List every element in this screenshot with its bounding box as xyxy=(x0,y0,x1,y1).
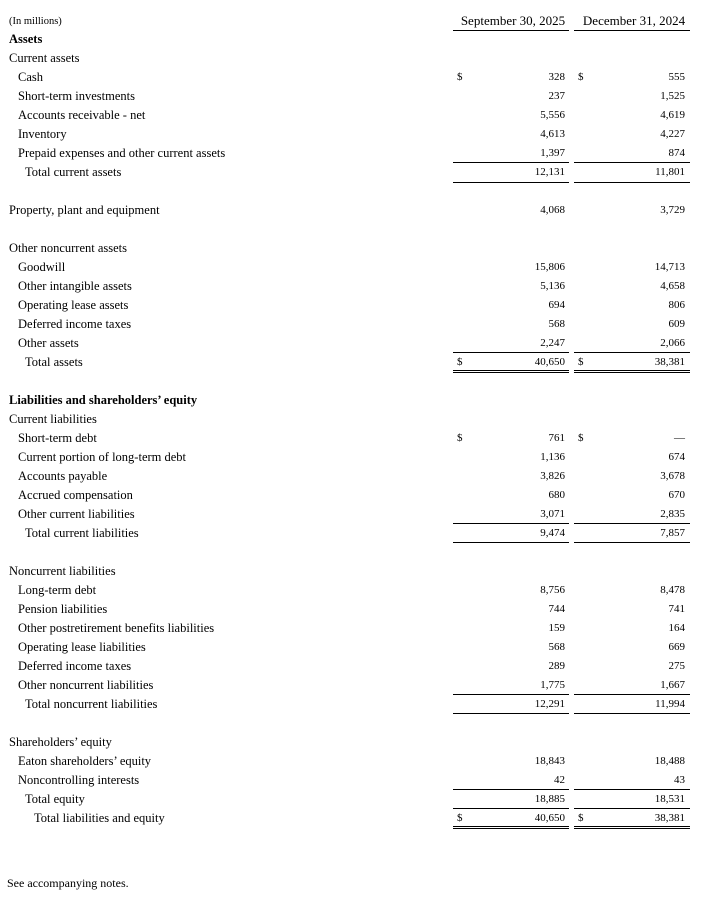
row-label: Prepaid expenses and other current assets xyxy=(18,146,226,160)
value-2024: 43 xyxy=(674,774,685,786)
table-row-operating-lease-liabilities xyxy=(0,638,702,657)
value-2025: 12,291 xyxy=(534,698,565,710)
value-2025: 1,397 xyxy=(540,147,565,159)
row-label: Operating lease assets xyxy=(18,298,129,312)
value-2024: 2,835 xyxy=(660,508,685,520)
table-row-short-term-investments xyxy=(0,87,702,106)
noncurrent-liabilities-heading: Noncurrent liabilities xyxy=(9,564,116,578)
row-label: Long-term debt xyxy=(18,583,97,597)
table-row-eaton-equity xyxy=(0,752,702,771)
row-label: Other intangible assets xyxy=(18,279,132,293)
row-label: Total liabilities and equity xyxy=(34,811,165,825)
liabilities-heading-row xyxy=(0,391,702,410)
value-2025: 40,650 xyxy=(534,356,565,368)
footer-note: See accompanying notes. xyxy=(7,876,129,890)
liabilities-heading: Liabilities and shareholders’ equity xyxy=(9,393,198,407)
table-row-inventory xyxy=(0,125,702,144)
row-label: Accounts receivable - net xyxy=(18,108,146,122)
table-row-total-current-liabilities xyxy=(0,524,702,543)
value-2024: — xyxy=(674,432,685,444)
value-2024: 38,381 xyxy=(654,356,685,368)
double-rule xyxy=(453,826,569,829)
value-2024: 4,658 xyxy=(660,280,685,292)
dollar-sign: $ xyxy=(578,432,584,444)
row-label: Eaton shareholders’ equity xyxy=(18,754,152,768)
table-row-accounts-receivable xyxy=(0,106,702,125)
row-label: Total assets xyxy=(25,355,83,369)
row-label: Short-term investments xyxy=(18,89,135,103)
value-2025: 159 xyxy=(548,622,565,634)
current-liabilities-heading: Current liabilities xyxy=(9,412,97,426)
value-2025: 694 xyxy=(548,299,565,311)
table-row-current-ltd xyxy=(0,448,702,467)
dollar-sign: $ xyxy=(578,356,584,368)
value-2024: 11,801 xyxy=(655,166,685,178)
row-label: Accounts payable xyxy=(18,469,108,483)
value-2025: 18,843 xyxy=(534,755,565,767)
row-label: Noncontrolling interests xyxy=(18,773,140,787)
value-2024: 4,619 xyxy=(660,109,685,121)
value-2024: 874 xyxy=(668,147,685,159)
row-label: Cash xyxy=(18,70,43,84)
table-row-cash xyxy=(0,68,702,87)
value-2025: 680 xyxy=(548,489,565,501)
value-2024: 669 xyxy=(668,641,685,653)
table-row-prepaid-expenses xyxy=(0,144,702,163)
table-row-total-equity xyxy=(0,790,702,809)
table-row-pension-liabilities xyxy=(0,600,702,619)
value-2025: 1,136 xyxy=(540,451,565,463)
table-row-ppe xyxy=(0,201,702,220)
value-2024: 555 xyxy=(668,71,685,83)
value-2025: 5,136 xyxy=(540,280,565,292)
value-2024: 18,488 xyxy=(654,755,685,767)
dollar-sign: $ xyxy=(457,432,463,444)
double-rule xyxy=(453,370,569,373)
rule xyxy=(453,542,569,543)
units-note: (In millions) xyxy=(9,16,62,27)
table-row-accounts-payable xyxy=(0,467,702,486)
value-2024: 164 xyxy=(668,622,685,634)
current-assets-heading-row xyxy=(0,49,702,68)
equity-heading-row xyxy=(0,733,702,752)
value-2025: 2,247 xyxy=(540,337,565,349)
row-label: Total equity xyxy=(25,792,85,806)
value-2025: 328 xyxy=(548,71,565,83)
rule xyxy=(574,182,690,183)
value-2024: 2,066 xyxy=(660,337,685,349)
table-row-other-postretirement xyxy=(0,619,702,638)
table-row-other-current-liabilities xyxy=(0,505,702,524)
rule xyxy=(453,182,569,183)
value-2024: 11,994 xyxy=(655,698,685,710)
dollar-sign: $ xyxy=(457,71,463,83)
value-2024: 1,525 xyxy=(660,90,685,102)
value-2025: 5,556 xyxy=(540,109,565,121)
value-2024: 806 xyxy=(668,299,685,311)
value-2025: 568 xyxy=(548,318,565,330)
row-label: Goodwill xyxy=(18,260,66,274)
row-label: Operating lease liabilities xyxy=(18,640,146,654)
value-2025: 8,756 xyxy=(540,584,565,596)
value-2024: 674 xyxy=(668,451,685,463)
value-2025: 744 xyxy=(548,603,565,615)
value-2024: 38,381 xyxy=(654,812,685,824)
value-2025: 4,068 xyxy=(540,204,565,216)
value-2025: 12,131 xyxy=(534,166,565,178)
assets-heading: Assets xyxy=(9,32,43,46)
row-label: Other noncurrent liabilities xyxy=(18,678,154,692)
row-label: Total noncurrent liabilities xyxy=(25,697,158,711)
value-2024: 18,531 xyxy=(654,793,685,805)
row-label: Other assets xyxy=(18,336,79,350)
table-row-short-term-debt xyxy=(0,429,702,448)
value-2025: 18,885 xyxy=(534,793,565,805)
value-2024: 8,478 xyxy=(660,584,685,596)
dollar-sign: $ xyxy=(457,356,463,368)
current-liabilities-heading-row xyxy=(0,410,702,429)
row-label: Inventory xyxy=(18,127,67,141)
table-row-operating-lease-assets xyxy=(0,296,702,315)
rule xyxy=(574,542,690,543)
row-label: Short-term debt xyxy=(18,431,97,445)
value-2025: 3,071 xyxy=(540,508,565,520)
value-2024: 1,667 xyxy=(660,679,685,691)
value-2024: 609 xyxy=(668,318,685,330)
column-header-sep-2025: September 30, 2025 xyxy=(460,13,566,28)
table-row-long-term-debt xyxy=(0,581,702,600)
value-2025: 3,826 xyxy=(540,470,565,482)
equity-heading: Shareholders’ equity xyxy=(9,735,112,749)
dollar-sign: $ xyxy=(457,812,463,824)
value-2025: 40,650 xyxy=(534,812,565,824)
table-row-intangibles xyxy=(0,277,702,296)
table-row-deferred-taxes-liabilities xyxy=(0,657,702,676)
value-2025: 15,806 xyxy=(534,261,565,273)
value-2025: 4,613 xyxy=(540,128,565,140)
row-label: Pension liabilities xyxy=(18,602,108,616)
noncurrent-liabilities-heading-row xyxy=(0,562,702,581)
value-2025: 9,474 xyxy=(540,527,565,539)
double-rule xyxy=(574,370,690,373)
table-row-other-assets xyxy=(0,334,702,353)
row-label: Deferred income taxes xyxy=(18,659,132,673)
table-row-goodwill xyxy=(0,258,702,277)
value-2025: 42 xyxy=(554,774,565,786)
row-label: Other current liabilities xyxy=(18,507,135,521)
table-row-other-noncurrent-liabilities xyxy=(0,676,702,695)
value-2024: 275 xyxy=(668,660,685,672)
noncurrent-assets-heading-row xyxy=(0,239,702,258)
assets-heading-row xyxy=(0,30,702,49)
value-2024: 670 xyxy=(668,489,685,501)
row-label: Accrued compensation xyxy=(18,488,133,502)
value-2025: 761 xyxy=(548,432,565,444)
value-2024: 7,857 xyxy=(660,527,685,539)
value-2025: 1,775 xyxy=(540,679,565,691)
row-label: Other postretirement benefits liabilities xyxy=(18,621,215,635)
table-row-total-noncurrent-liabilities xyxy=(0,695,702,714)
row-label: Total current assets xyxy=(25,165,122,179)
rule xyxy=(574,713,690,714)
table-row-noncontrolling-interests xyxy=(0,771,702,790)
value-2025: 289 xyxy=(548,660,565,672)
column-header-dec-2024: December 31, 2024 xyxy=(582,13,686,28)
current-assets-heading: Current assets xyxy=(9,51,80,65)
value-2024: 3,678 xyxy=(660,470,685,482)
double-rule xyxy=(574,826,690,829)
value-2024: 14,713 xyxy=(654,261,685,273)
table-row-deferred-taxes-assets xyxy=(0,315,702,334)
dollar-sign: $ xyxy=(578,71,584,83)
row-label: Total current liabilities xyxy=(25,526,139,540)
value-2025: 237 xyxy=(548,90,565,102)
row-label: Current portion of long-term debt xyxy=(18,450,187,464)
value-2024: 4,227 xyxy=(660,128,685,140)
value-2025: 568 xyxy=(548,641,565,653)
value-2024: 3,729 xyxy=(660,204,685,216)
rule xyxy=(453,713,569,714)
value-2024: 741 xyxy=(668,603,685,615)
table-row-total-current-assets xyxy=(0,163,702,182)
dollar-sign: $ xyxy=(578,812,584,824)
table-row-accrued-compensation xyxy=(0,486,702,505)
noncurrent-assets-heading: Other noncurrent assets xyxy=(9,241,128,255)
row-label: Property, plant and equipment xyxy=(9,203,160,217)
row-label: Deferred income taxes xyxy=(18,317,132,331)
